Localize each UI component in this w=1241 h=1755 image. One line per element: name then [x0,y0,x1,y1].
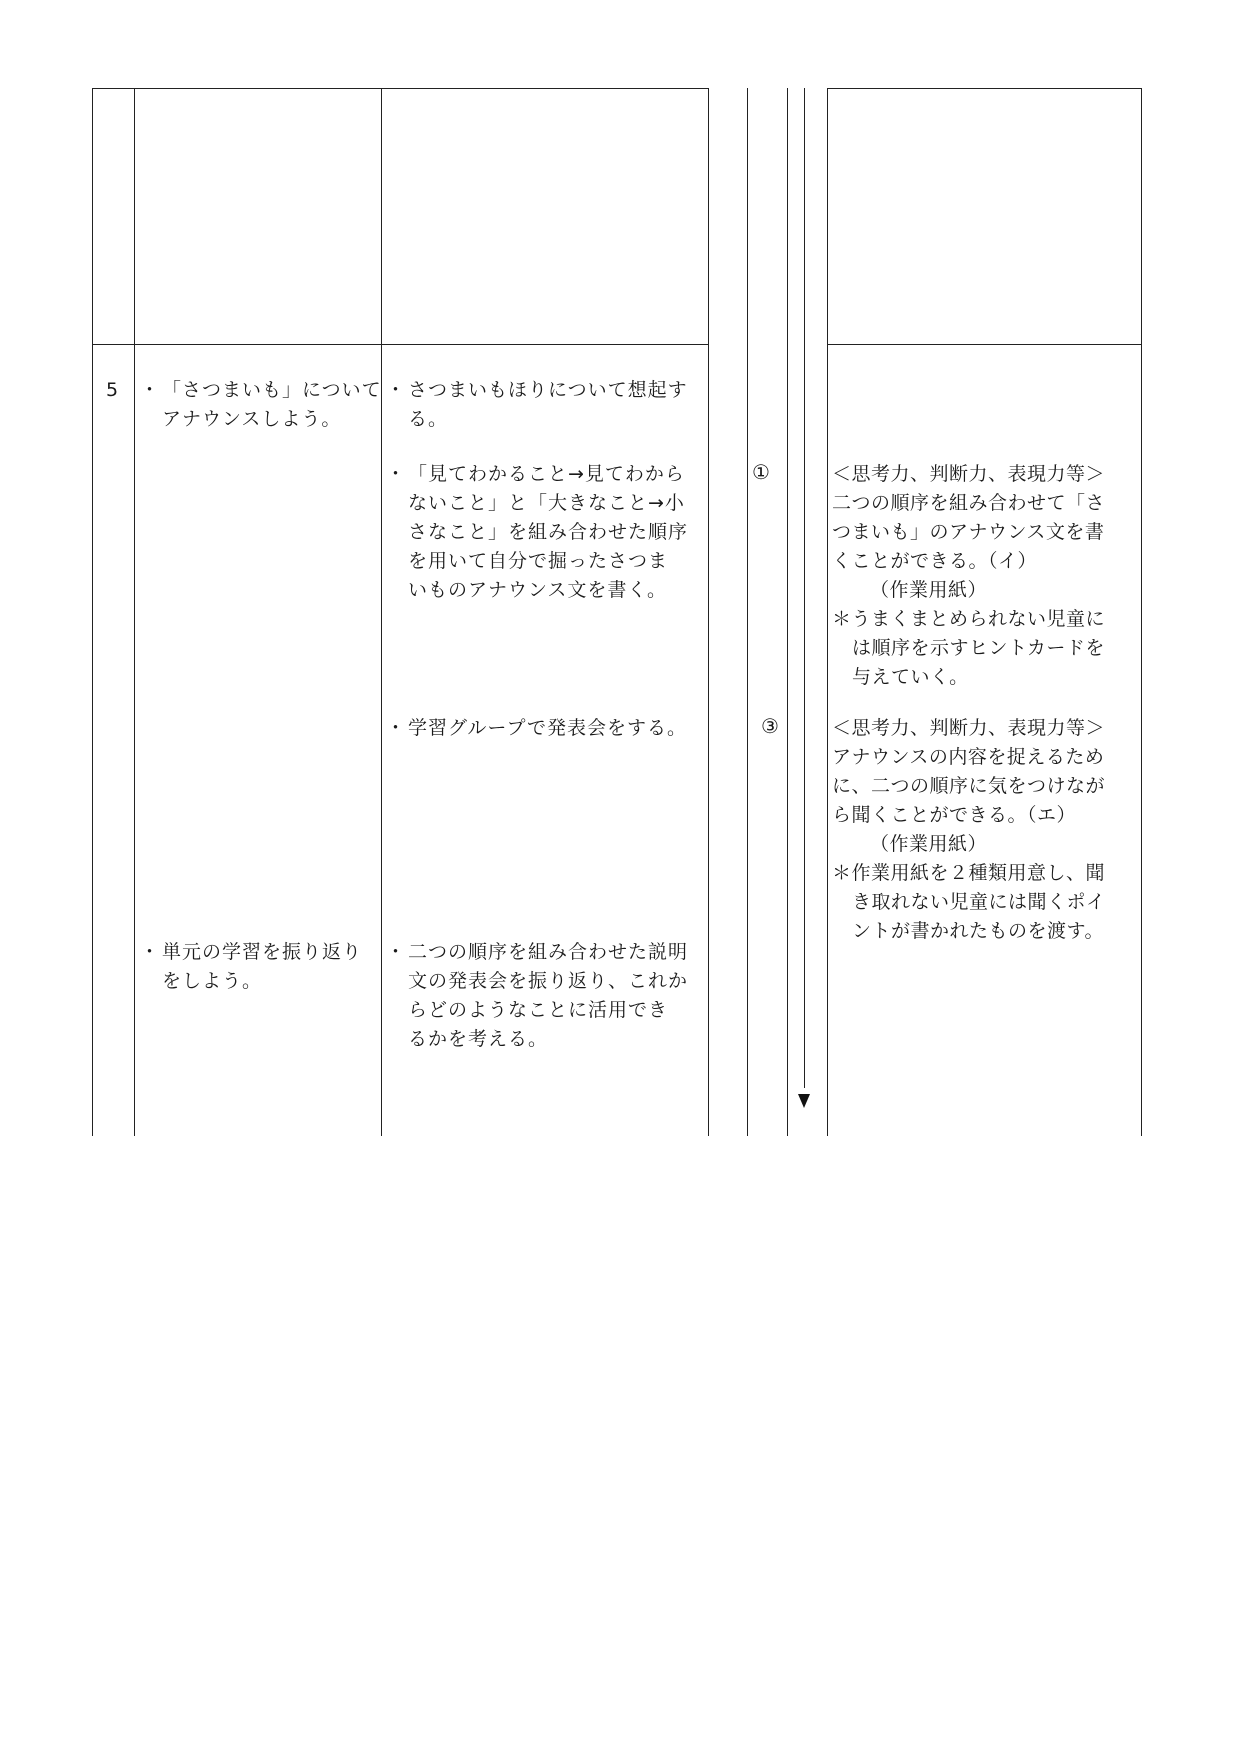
content-line: ないこと」と「大きなこと→小 [408,492,685,514]
activity-line: をしよう。 [162,970,263,992]
eval-note: ＊作業用紙を２種類用意し、聞 [832,862,1106,884]
eval-mark-1: ① [752,460,770,484]
flow-arrow-line [804,88,805,1088]
bullet: ・ [140,941,160,963]
content-line: 学習グループで発表会をする。 [408,717,688,739]
eval-note: は順序を示すヒントカードを [852,637,1105,659]
eval-line: つまいも」のアナウンス文を書 [832,521,1105,543]
eval-note: ントが書かれたものを渡す。 [852,920,1104,942]
content-line: を用いて自分で掘ったさつま [408,550,669,572]
eval-mark-3: ③ [761,714,779,738]
bullet: ・ [386,717,406,739]
column-divider-activity [381,88,382,1136]
eval-line: ＜思考力、判断力、表現力等＞ [832,717,1106,739]
eval-line: くことができる。（イ） [832,550,1038,572]
bullet: ・ [386,941,406,963]
eval-note: き取れない児童には聞くポイ [852,891,1106,913]
eval-line: に、二つの順序に気をつけなが [832,775,1106,797]
column-divider-eval [827,88,828,1136]
row-divider-right [827,344,1142,345]
activity-line: 「さつまいも」について [162,379,382,401]
eval-material: （作業用紙） [870,833,988,855]
row-number: 5 [106,379,119,401]
content-line: るかを考える。 [408,1028,549,1050]
eval-line: 二つの順序を組み合わせて「さ [832,492,1106,514]
eval-note: 与えていく。 [852,666,969,688]
eval-line: ＜思考力、判断力、表現力等＞ [832,463,1106,485]
content-line: いものアナウンス文を書く。 [408,579,668,601]
content-line: 文の発表会を振り返り、これか [408,970,689,992]
eval-material: （作業用紙） [870,579,988,601]
content-line: さなこと」を組み合わせた順序 [408,521,689,543]
flow-arrow-head [798,1094,810,1108]
column-divider-mark-left [747,88,748,1136]
row-divider-left [92,344,709,345]
content-line: さつまいもほりについて想起す [408,379,688,401]
bullet: ・ [386,379,406,401]
content-line: らどのようなことに活用でき [408,999,669,1021]
eval-note: ＊うまくまとめられない児童に [832,608,1106,630]
eval-line: アナウンスの内容を捉えるため [832,746,1105,768]
column-divider-number [134,88,135,1136]
bullet: ・ [386,463,406,485]
bullet: ・ [140,379,160,401]
activity-line: アナウンスしよう。 [162,408,342,430]
table-top-border-right [827,88,1142,89]
evaluation-criteria [832,460,1152,692]
column-divider-content [708,88,709,1136]
content-line: る。 [408,408,449,430]
evaluation-criteria [832,714,1152,946]
eval-line: ら聞くことができる。（エ） [832,804,1077,826]
activity-line: 単元の学習を振り返り [162,941,363,963]
table-border-left [92,88,93,1136]
content-line: 「見てわかること→見てわから [408,463,685,485]
content-line: 二つの順序を組み合わせた説明 [408,941,689,963]
column-divider-mark-right [787,88,788,1136]
table-top-border-left [92,88,709,89]
